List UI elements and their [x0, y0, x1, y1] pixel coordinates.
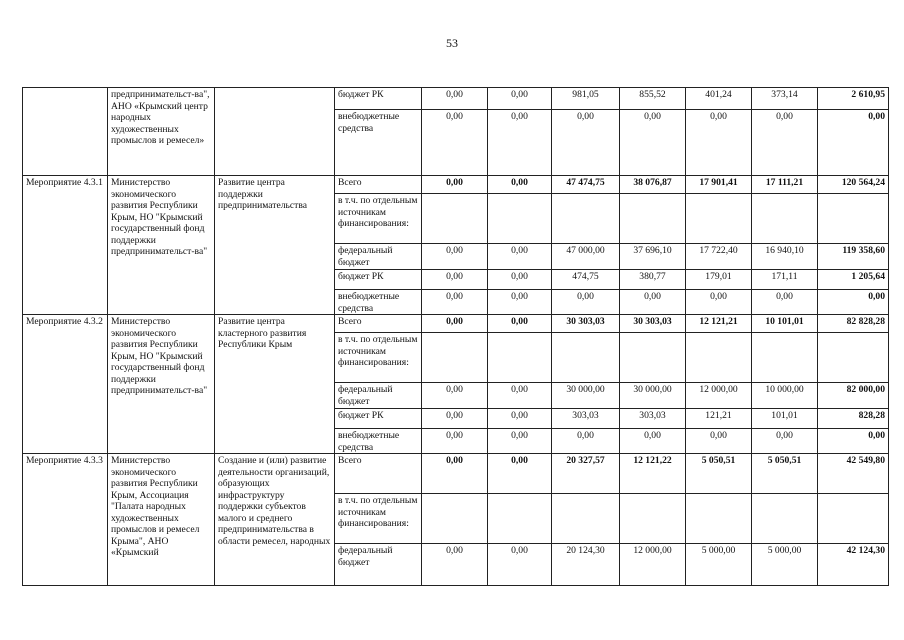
- amount-cell: 401,24: [686, 88, 752, 110]
- amount-cell: 10 000,00: [752, 383, 818, 409]
- amount-cell: 380,77: [620, 270, 686, 290]
- event-cell: Мероприятие 4.3.3: [23, 454, 108, 586]
- amount-cell: 121,21: [686, 409, 752, 429]
- amount-cell: 855,52: [620, 88, 686, 110]
- funding-source-cell: Всего: [335, 176, 422, 194]
- executor-cell: предпринимательст-ва", АНО «Крымский центр народных художественных промыслов и ремесел»: [108, 88, 215, 176]
- amount-cell: [422, 494, 488, 544]
- amount-cell: 0,00: [752, 429, 818, 454]
- budget-table: [22, 87, 889, 586]
- funding-source-cell: бюджет РК: [335, 409, 422, 429]
- amount-cell: 0,00: [422, 544, 488, 586]
- executor-cell: Министерство экономического развития Республики Крым, НО "Крымский государственный фонд поддержки предпринимательст-ва": [108, 315, 215, 454]
- amount-cell: 303,03: [552, 409, 620, 429]
- amount-cell: 12 121,21: [686, 315, 752, 333]
- amount-cell: 0,00: [422, 454, 488, 494]
- total-cell: [818, 494, 889, 544]
- funding-source-cell: федеральный бюджет: [335, 244, 422, 270]
- amount-cell: [620, 494, 686, 544]
- amount-cell: 17 722,40: [686, 244, 752, 270]
- amount-cell: 0,00: [488, 176, 552, 194]
- amount-cell: 0,00: [422, 270, 488, 290]
- amount-cell: 0,00: [488, 429, 552, 454]
- amount-cell: 179,01: [686, 270, 752, 290]
- goal-cell: Создание и (или) развитие деятельности организаций, образующих инфраструктуру поддержки субъектов малого и среднего предпринимательства в области ремесел, народных: [215, 454, 335, 586]
- event-cell: [23, 88, 108, 176]
- amount-cell: 0,00: [488, 315, 552, 333]
- funding-source-cell: федеральный бюджет: [335, 544, 422, 586]
- amount-cell: 0,00: [488, 110, 552, 176]
- amount-cell: [488, 194, 552, 244]
- amount-cell: 0,00: [422, 315, 488, 333]
- funding-source-cell: в т.ч. по отдельным источникам финансирования:: [335, 194, 422, 244]
- amount-cell: 5 000,00: [686, 544, 752, 586]
- amount-cell: 5 050,51: [752, 454, 818, 494]
- amount-cell: 20 327,57: [552, 454, 620, 494]
- amount-cell: 0,00: [488, 88, 552, 110]
- amount-cell: 981,05: [552, 88, 620, 110]
- amount-cell: 17 111,21: [752, 176, 818, 194]
- amount-cell: 0,00: [552, 290, 620, 315]
- amount-cell: 0,00: [488, 270, 552, 290]
- amount-cell: [686, 333, 752, 383]
- amount-cell: [552, 194, 620, 244]
- total-cell: 2 610,95: [818, 88, 889, 110]
- amount-cell: 30 000,00: [620, 383, 686, 409]
- amount-cell: 0,00: [620, 290, 686, 315]
- amount-cell: [686, 494, 752, 544]
- executor-cell: Министерство экономического развития Республики Крым, Ассоциация "Палата народных художественных промыслов и ремесел Крыма", АНО «Крымский: [108, 454, 215, 586]
- amount-cell: 0,00: [488, 544, 552, 586]
- total-cell: 0,00: [818, 429, 889, 454]
- amount-cell: 0,00: [488, 409, 552, 429]
- amount-cell: 101,01: [752, 409, 818, 429]
- table-row: [23, 176, 889, 194]
- page-number: 53: [446, 36, 458, 50]
- amount-cell: 12 121,22: [620, 454, 686, 494]
- amount-cell: [422, 333, 488, 383]
- table-row: [23, 88, 889, 110]
- amount-cell: 0,00: [422, 409, 488, 429]
- goal-cell: [215, 88, 335, 176]
- total-cell: [818, 333, 889, 383]
- goal-cell: Развитие центра кластерного развития Республики Крым: [215, 315, 335, 454]
- table-row: [23, 454, 889, 494]
- amount-cell: [620, 333, 686, 383]
- funding-source-cell: внебюджетные средства: [335, 290, 422, 315]
- amount-cell: 5 000,00: [752, 544, 818, 586]
- amount-cell: 0,00: [422, 383, 488, 409]
- amount-cell: 373,14: [752, 88, 818, 110]
- amount-cell: [686, 194, 752, 244]
- amount-cell: 303,03: [620, 409, 686, 429]
- funding-source-cell: Всего: [335, 454, 422, 494]
- amount-cell: 30 303,03: [552, 315, 620, 333]
- amount-cell: 0,00: [686, 290, 752, 315]
- funding-source-cell: Всего: [335, 315, 422, 333]
- goal-cell: Развитие центра поддержки предпринимательства: [215, 176, 335, 315]
- total-cell: 42 124,30: [818, 544, 889, 586]
- amount-cell: 0,00: [422, 429, 488, 454]
- amount-cell: 0,00: [488, 290, 552, 315]
- event-cell: Мероприятие 4.3.1: [23, 176, 108, 315]
- amount-cell: 0,00: [488, 454, 552, 494]
- amount-cell: 0,00: [422, 290, 488, 315]
- funding-source-cell: в т.ч. по отдельным источникам финансирования:: [335, 494, 422, 544]
- event-cell: Мероприятие 4.3.2: [23, 315, 108, 454]
- funding-source-cell: внебюджетные средства: [335, 110, 422, 176]
- amount-cell: [488, 333, 552, 383]
- total-cell: 119 358,60: [818, 244, 889, 270]
- funding-source-cell: в т.ч. по отдельным источникам финансирования:: [335, 333, 422, 383]
- amount-cell: [422, 194, 488, 244]
- amount-cell: 30 000,00: [552, 383, 620, 409]
- amount-cell: 0,00: [422, 88, 488, 110]
- amount-cell: 38 076,87: [620, 176, 686, 194]
- amount-cell: [752, 494, 818, 544]
- amount-cell: 47 000,00: [552, 244, 620, 270]
- amount-cell: 171,11: [752, 270, 818, 290]
- total-cell: 828,28: [818, 409, 889, 429]
- amount-cell: 0,00: [686, 429, 752, 454]
- amount-cell: 30 303,03: [620, 315, 686, 333]
- amount-cell: 0,00: [422, 244, 488, 270]
- table-row: [23, 315, 889, 333]
- amount-cell: [752, 194, 818, 244]
- amount-cell: 0,00: [620, 110, 686, 176]
- amount-cell: 0,00: [552, 429, 620, 454]
- amount-cell: [552, 494, 620, 544]
- amount-cell: 5 050,51: [686, 454, 752, 494]
- amount-cell: 0,00: [422, 176, 488, 194]
- amount-cell: 0,00: [752, 290, 818, 315]
- amount-cell: 0,00: [422, 110, 488, 176]
- amount-cell: 474,75: [552, 270, 620, 290]
- amount-cell: 0,00: [620, 429, 686, 454]
- amount-cell: 20 124,30: [552, 544, 620, 586]
- amount-cell: [752, 333, 818, 383]
- amount-cell: 0,00: [552, 110, 620, 176]
- amount-cell: [488, 494, 552, 544]
- total-cell: 82 828,28: [818, 315, 889, 333]
- total-cell: 82 000,00: [818, 383, 889, 409]
- total-cell: 120 564,24: [818, 176, 889, 194]
- amount-cell: 10 101,01: [752, 315, 818, 333]
- total-cell: 0,00: [818, 110, 889, 176]
- total-cell: [818, 194, 889, 244]
- amount-cell: 47 474,75: [552, 176, 620, 194]
- amount-cell: 0,00: [488, 383, 552, 409]
- total-cell: 1 205,64: [818, 270, 889, 290]
- total-cell: 0,00: [818, 290, 889, 315]
- amount-cell: 37 696,10: [620, 244, 686, 270]
- total-cell: 42 549,80: [818, 454, 889, 494]
- funding-source-cell: бюджет РК: [335, 270, 422, 290]
- amount-cell: 16 940,10: [752, 244, 818, 270]
- amount-cell: 0,00: [488, 244, 552, 270]
- amount-cell: [552, 333, 620, 383]
- amount-cell: 0,00: [686, 110, 752, 176]
- amount-cell: [620, 194, 686, 244]
- executor-cell: Министерство экономического развития Республики Крым, НО "Крымский государственный фонд поддержки предпринимательст-ва": [108, 176, 215, 315]
- funding-source-cell: федеральный бюджет: [335, 383, 422, 409]
- amount-cell: 17 901,41: [686, 176, 752, 194]
- funding-source-cell: бюджет РК: [335, 88, 422, 110]
- funding-source-cell: внебюджетные средства: [335, 429, 422, 454]
- amount-cell: 12 000,00: [620, 544, 686, 586]
- amount-cell: 0,00: [752, 110, 818, 176]
- amount-cell: 12 000,00: [686, 383, 752, 409]
